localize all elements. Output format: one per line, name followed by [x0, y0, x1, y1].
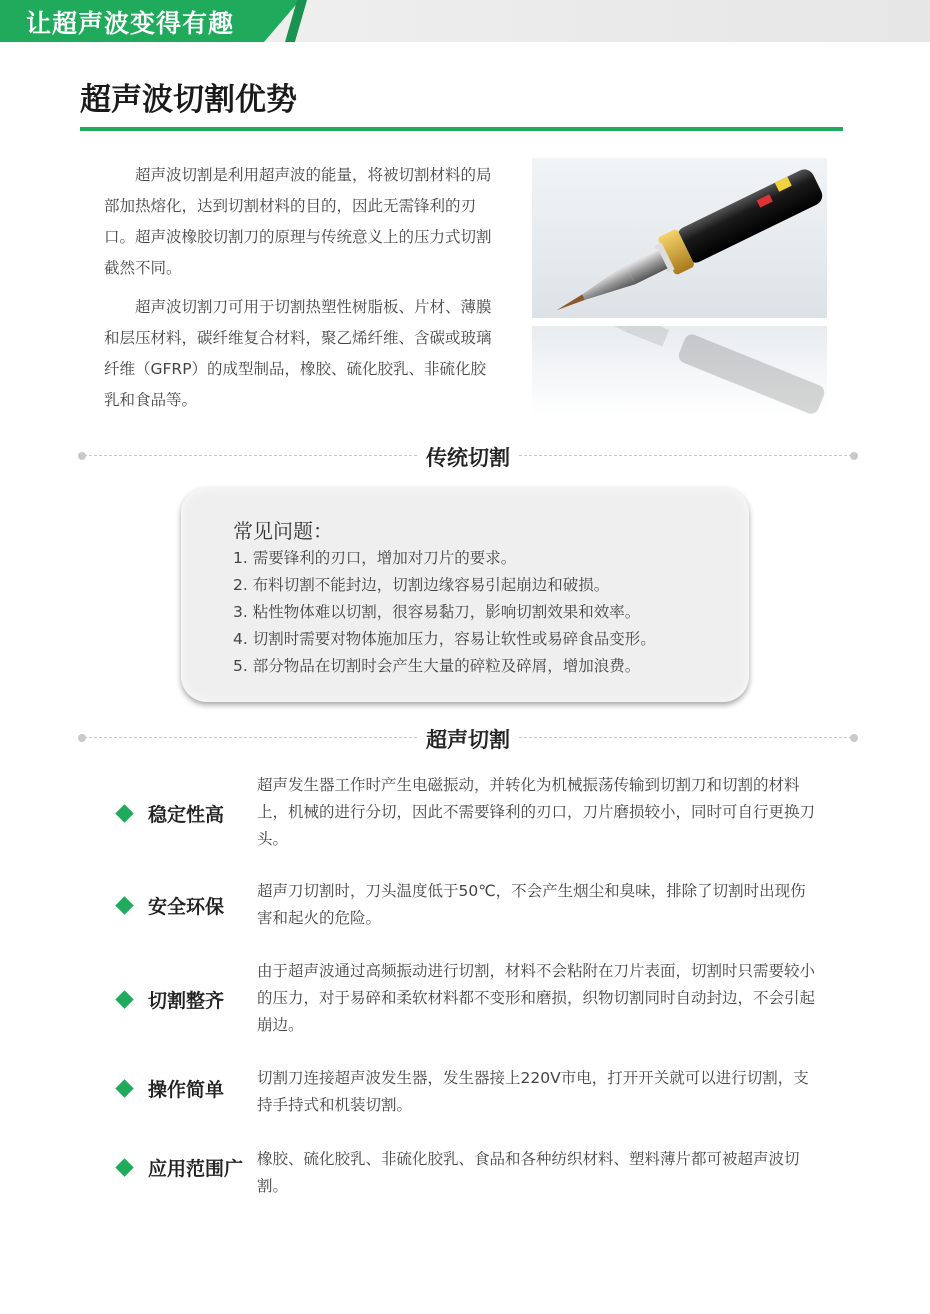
feature-name: 操作简单: [148, 1079, 225, 1101]
diamond-bullet-icon: [115, 896, 133, 914]
traditional-heading: 传统切割: [418, 442, 518, 472]
section-title-rule: [80, 127, 843, 131]
list-item: 3. 粘性物体难以切割，很容易黏刀，影响切割效果和效率。: [233, 603, 641, 621]
intro-text: [104, 160, 500, 424]
list-item: 4. 切割时需要对物体施加压力，容易让软性或易碎食品变形。: [233, 630, 656, 648]
list-item: 2. 布料切割不能封边，切割边缘容易引起崩边和破损。: [233, 576, 610, 594]
feature-head: [118, 1075, 224, 1102]
feature-description: 超声发生器工作时产生电磁振动，并转化为机械振荡传输到切割刀和切割的材料上，机械的进行分切，因此不需要锋利的刃口，刀片磨损较小，同时可自行更换刀头。: [257, 776, 816, 848]
feature-description: 超声刀切割时，刀头温度低于50℃，不会产生烟尘和臭味，排除了切割时出现伤害和起火的危险。: [257, 882, 806, 927]
feature-description: 由于超声波通过高频振动进行切割，材料不会粘附在刀片表面，切割时只需要较小的压力，对于易碎和柔软材料都不变形和磨损，织物切割同时自动封边，不会引起崩边。: [257, 962, 816, 1034]
list-item: 1. 需要锋利的刃口，增加对刀片的要求。: [233, 549, 517, 567]
ultrasonic-divider: [78, 728, 858, 752]
intro-paragraph: 超声波切割刀可用于切割热塑性树脂板、片材、薄膜和层压材料，碳纤维复合材料，聚乙烯纤维、含碳或玻璃纤维（GFRP）的成型制品，橡胶、硫化胶乳、非硫化胶乳和食品等。: [104, 298, 492, 409]
diamond-bullet-icon: [115, 1079, 133, 1097]
list-item: 5. 部分物品在切割时会产生大量的碎粒及碎屑，增加浪费。: [233, 657, 641, 675]
feature-name: 应用范围广: [148, 1158, 244, 1180]
divider-dot: [78, 734, 86, 742]
feature-name: 稳定性高: [148, 804, 225, 826]
traditional-divider: [78, 446, 858, 470]
diamond-bullet-icon: [115, 1158, 133, 1176]
intro-paragraph: 超声波切割是利用超声波的能量，将被切割材料的局部加热熔化，达到切割材料的目的，因此无需锋利的刃口。超声波橡胶切割刀的原理与传统意义上的压力式切割截然不同。: [104, 166, 492, 277]
feature-name: 切割整齐: [148, 990, 225, 1012]
feature-description: 切割刀连接超声波发生器，发生器接上220V市电，打开开关就可以进行切割，支持手持式和机装切割。: [257, 1069, 809, 1114]
issues-list: [233, 545, 656, 680]
feature-description: 橡胶、硫化胶乳、非硫化胶乳、食品和各种纺织材料、塑料薄片都可被超声波切割。: [257, 1150, 800, 1195]
feature-name: 安全环保: [148, 896, 225, 918]
divider-dot: [850, 734, 858, 742]
diamond-bullet-icon: [115, 990, 133, 1008]
feature-head: [118, 892, 224, 919]
section-title: 超声波切割优势: [80, 82, 297, 118]
issues-title: 常见问题：: [233, 519, 333, 543]
common-issues-box: [181, 487, 749, 702]
feature-head: [118, 986, 224, 1013]
divider-dot: [78, 452, 86, 460]
feature-head: [118, 1154, 243, 1181]
product-reflection: [532, 326, 827, 416]
ultrasonic-cutter-image: [532, 158, 827, 318]
feature-head: [118, 800, 224, 827]
ultrasonic-heading: 超声切割: [418, 724, 518, 754]
divider-dot: [850, 452, 858, 460]
diamond-bullet-icon: [115, 804, 133, 822]
header-slogan: 让超声波变得有趣: [26, 9, 235, 38]
